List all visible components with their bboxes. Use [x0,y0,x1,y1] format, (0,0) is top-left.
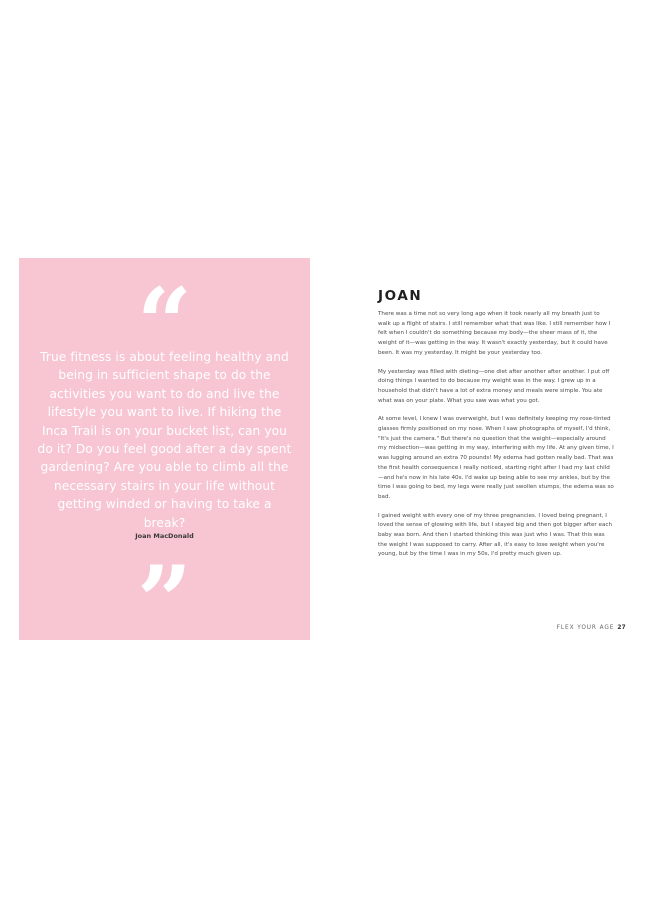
article-title: JOAN [378,288,423,304]
pull-quote-panel [19,258,310,658]
article-body [378,288,614,569]
close-quote-mark: ” [136,545,193,658]
article-paragraph: My yesterday was filled with dieting—one diet after another after another. I put off doing things I wanted to do because my weight was in the way. I grew up in a household that didn't have a lot of extra money and meals were simple. You ate what was on your plate. What you saw was what you got. [378,368,610,404]
running-title: FLEX YOUR AGE [556,625,615,631]
page-number: 27 [617,625,626,631]
page-footer [540,625,626,631]
open-quote-mark: “ [136,267,193,380]
article-paragraph: I gained weight with every one of my three pregnancies. I loved being pregnant, I loved the sense of glowing with life, but I stayed big and then got bigger after each baby was born. And then I started thinking this was just who I was. That this was the weight I was supposed to carry. After all, it's easy to lose weight when you're young, but by the time I was in my 50s, I'd pretty much given up. [378,512,612,558]
article-paragraph: At some level, I knew I was overweight, but I was definitely keeping my rose-tinted glasses firmly positioned on my nose. When I saw photographs of myself, I'd think, "It's just the camera." But there's no question that the weight—especially around my midsection—was getting in my way, interfering with my life. At any given time, I was lugging around an extra 70 pounds! My edema had gotten really bad. That was the first health consequence I really noticed, starting right after I had my last child—and he's now in his late 40s. I'd wake up being able to see my ankles, but by the time I was going to bed, my legs were really just swollen stumps, the edema was so bad. [378,416,614,500]
pull-quote-text: True fitness is about feeling healthy and being in sufficient shape to do the activities you want to do and live the lifestyle you want to live. If hiking the Inca Trail is on your bucket list, can you do it? Do you feel good after a day spent gardening? Are you able to climb all the necessary stairs in your life without getting winded or having to take a break? [37,350,292,530]
article-paragraph: There was a time not so very long ago when it took nearly all my breath just to walk up a flight of stairs. I still remember what that was like. I still remember how I felt when I couldn't do something because my body—the sheer mass of it, the weight of it—was getting in the way. It wasn't exactly yesterday, but it could have been. It was my yesterday. It might be your yesterday too. [378,311,611,356]
quote-attribution: Joan MacDonald [135,532,194,540]
